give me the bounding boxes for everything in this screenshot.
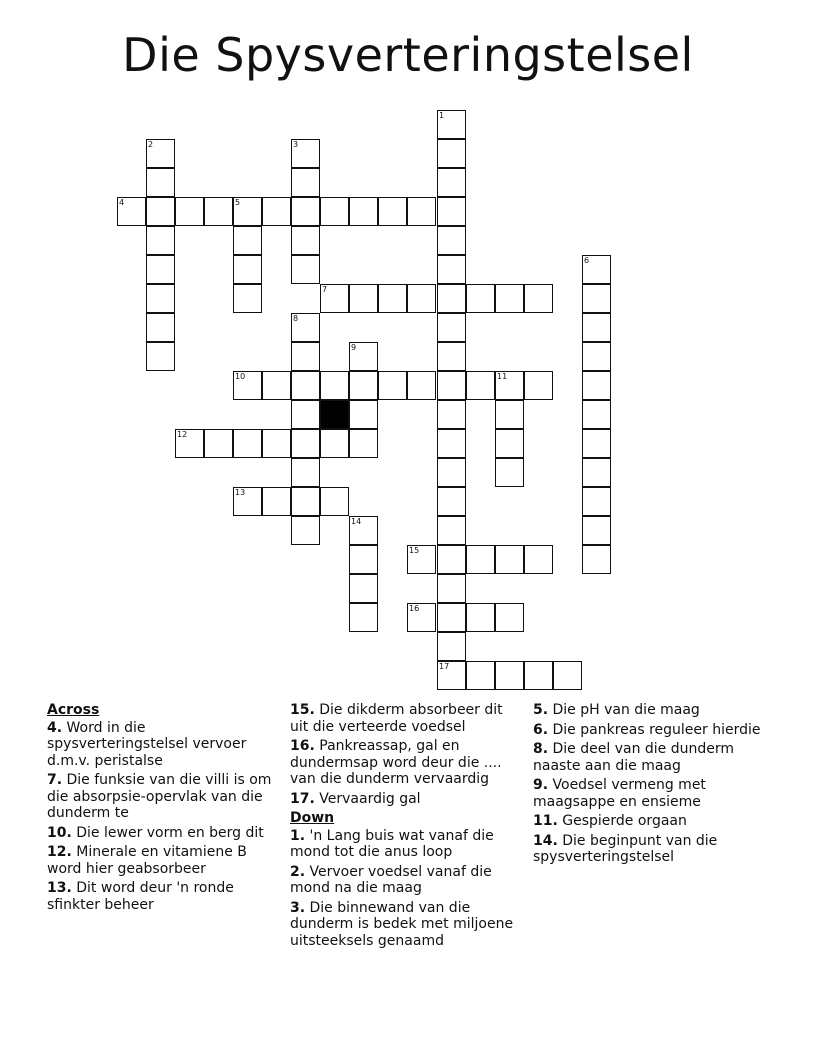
grid-cell[interactable] — [233, 226, 262, 255]
grid-cell[interactable] — [407, 371, 436, 400]
grid-cell[interactable] — [437, 197, 466, 226]
grid-cell[interactable] — [175, 197, 204, 226]
clue-text: Pankreassap, gal en dundermsap word deur die .... van die dunderm vervaardig — [290, 738, 502, 787]
grid-cell[interactable] — [582, 516, 611, 545]
cell-number: 2 — [148, 140, 154, 149]
clue-item — [533, 702, 773, 719]
cell-number: 12 — [177, 430, 188, 439]
clue-text: Die lewer vorm en berg dit — [71, 824, 264, 841]
grid-cell[interactable] — [407, 284, 436, 313]
clues-column-1 — [47, 702, 279, 916]
grid-cell[interactable] — [437, 574, 466, 603]
grid-cell[interactable] — [378, 197, 407, 226]
grid-cell[interactable] — [233, 284, 262, 313]
clue-item — [533, 722, 773, 739]
clue-text: Word in die spysverteringstelsel vervoer d.m.v. peristalse — [47, 719, 247, 769]
grid-cell[interactable] — [582, 342, 611, 371]
clue-text: Die funksie van die villi is om die absorpsie-opervlak van die dunderm te — [47, 772, 272, 821]
grid-cell[interactable] — [466, 371, 495, 400]
grid-cell[interactable] — [582, 545, 611, 574]
page-title: Die Spysverteringstelsel — [122, 28, 694, 82]
grid-cell[interactable] — [437, 139, 466, 168]
grid-cell[interactable] — [407, 197, 436, 226]
clue-item — [533, 741, 773, 774]
grid-cell[interactable] — [437, 632, 466, 661]
grid-cell[interactable] — [349, 284, 378, 313]
clue-item — [290, 900, 522, 950]
cell-number: 5 — [235, 198, 241, 207]
grid-cell[interactable] — [349, 545, 378, 574]
grid-cell[interactable] — [524, 284, 553, 313]
grid-cell[interactable] — [349, 574, 378, 603]
clue-number: 17. — [290, 790, 315, 807]
grid-cell[interactable] — [495, 661, 524, 690]
grid-cell[interactable] — [349, 400, 378, 429]
clue-item — [47, 880, 279, 913]
clues-column-3 — [533, 702, 773, 869]
grid-cell[interactable] — [291, 371, 320, 400]
grid-cell[interactable] — [437, 371, 466, 400]
clue-text: Dit word deur 'n ronde sfinkter beheer — [47, 880, 234, 913]
cell-number: 13 — [235, 488, 246, 497]
grid-cell[interactable] — [582, 429, 611, 458]
grid-cell[interactable] — [291, 226, 320, 255]
grid-cell[interactable] — [437, 429, 466, 458]
cell-number: 15 — [409, 546, 420, 555]
clue-item — [290, 738, 522, 788]
grid-cell[interactable] — [291, 342, 320, 371]
grid-cell[interactable] — [291, 458, 320, 487]
grid-cell[interactable] — [349, 197, 378, 226]
clue-number: 1. — [290, 827, 306, 844]
clue-number: 11. — [533, 813, 558, 829]
cell-number: 3 — [293, 140, 299, 149]
clue-item — [533, 813, 773, 830]
clue-text: Voedsel vermeng met maagsappe en ensieme — [533, 777, 706, 810]
clue-number: 9. — [533, 777, 549, 793]
grid-cell[interactable] — [320, 429, 349, 458]
grid-cell[interactable] — [582, 487, 611, 516]
grid-cell[interactable] — [291, 516, 320, 545]
clue-item — [47, 772, 279, 822]
clue-item — [47, 844, 279, 877]
grid-cell[interactable] — [291, 255, 320, 284]
grid-cell[interactable] — [146, 342, 175, 371]
grid-cell[interactable] — [582, 371, 611, 400]
grid-cell[interactable] — [495, 458, 524, 487]
clue-number: 13. — [47, 880, 72, 896]
cell-number: 7 — [322, 285, 328, 294]
grid-cell[interactable] — [378, 284, 407, 313]
grid-cell[interactable] — [262, 487, 291, 516]
grid-cell[interactable] — [437, 313, 466, 342]
clue-number: 16. — [290, 738, 315, 754]
grid-cell[interactable] — [437, 284, 466, 313]
grid-cell[interactable] — [524, 545, 553, 574]
grid-cell[interactable] — [320, 487, 349, 516]
clue-text: Die deel van die dunderm naaste aan die maag — [533, 741, 735, 774]
grid-cell[interactable] — [233, 429, 262, 458]
grid-cell[interactable] — [437, 545, 466, 574]
clue-item — [290, 828, 522, 861]
grid-cell[interactable] — [204, 429, 233, 458]
clue-number: 8. — [533, 741, 549, 757]
grid-cell[interactable] — [291, 429, 320, 458]
clue-text: Vervaardig gal — [314, 790, 421, 807]
clue-item — [290, 791, 522, 808]
clue-text: Die pankreas reguleer hierdie — [548, 721, 761, 738]
clues-column-2 — [290, 702, 522, 952]
clue-item — [533, 777, 773, 810]
clue-item — [47, 720, 279, 770]
grid-cell[interactable] — [204, 197, 233, 226]
down-clue-list — [533, 702, 773, 866]
grid-cell[interactable] — [582, 400, 611, 429]
across-clue-list — [47, 720, 279, 914]
grid-cell[interactable] — [495, 603, 524, 632]
clue-number: 14. — [533, 832, 558, 849]
cell-number: 1 — [439, 111, 445, 120]
grid-cell[interactable] — [524, 371, 553, 400]
clue-text: Die dikderm absorbeer dit uit die verteerde voedsel — [290, 702, 503, 735]
grid-cell[interactable] — [349, 603, 378, 632]
across-heading: Across — [47, 702, 100, 718]
cell-number: 16 — [409, 604, 420, 613]
grid-cell[interactable] — [262, 371, 291, 400]
grid-cell[interactable] — [320, 371, 349, 400]
cell-number: 17 — [439, 662, 450, 671]
clue-item — [290, 864, 522, 897]
cell-number: 14 — [351, 517, 362, 526]
grid-cell[interactable] — [437, 458, 466, 487]
down-clue-list — [290, 828, 522, 950]
grid-cell[interactable] — [495, 545, 524, 574]
cell-number: 4 — [119, 198, 125, 207]
grid-cell[interactable] — [146, 226, 175, 255]
clue-number: 2. — [290, 863, 306, 880]
grid-cell[interactable] — [233, 255, 262, 284]
clue-text: Gespierde orgaan — [557, 813, 687, 829]
grid-cell[interactable] — [146, 255, 175, 284]
grid-cell[interactable] — [146, 313, 175, 342]
down-heading: Down — [290, 810, 335, 826]
clue-text: Vervoer voedsel vanaf die mond na die maag — [290, 863, 492, 896]
grid-cell[interactable] — [291, 168, 320, 197]
grid-cell[interactable] — [146, 197, 175, 226]
grid-cell[interactable] — [437, 400, 466, 429]
grid-cell[interactable] — [320, 197, 349, 226]
cell-number: 9 — [351, 343, 357, 352]
clue-text: Die beginpunt van die spysverteringstelsel — [533, 832, 718, 865]
grid-cell[interactable] — [378, 371, 407, 400]
clue-item — [533, 833, 773, 866]
clue-number: 5. — [533, 702, 549, 718]
grid-cell[interactable] — [582, 458, 611, 487]
black-cell — [320, 400, 349, 429]
clue-number: 12. — [47, 844, 72, 860]
grid-cell[interactable] — [437, 487, 466, 516]
clue-number: 6. — [533, 721, 549, 738]
grid-cell[interactable] — [262, 197, 291, 226]
grid-cell[interactable] — [582, 313, 611, 342]
grid-cell[interactable] — [495, 400, 524, 429]
grid-cell[interactable] — [582, 284, 611, 313]
grid-cell[interactable] — [466, 545, 495, 574]
grid-cell[interactable] — [495, 429, 524, 458]
grid-cell[interactable] — [466, 603, 495, 632]
grid-cell[interactable] — [466, 284, 495, 313]
grid-cell[interactable] — [262, 429, 291, 458]
cell-number: 10 — [235, 372, 246, 381]
grid-cell[interactable] — [437, 255, 466, 284]
grid-cell[interactable] — [437, 603, 466, 632]
clue-text: Die binnewand van die dunderm is bedek met miljoene uitsteeksels genaamd — [290, 899, 514, 949]
grid-cell[interactable] — [437, 226, 466, 255]
grid-cell[interactable] — [437, 516, 466, 545]
grid-cell[interactable] — [291, 487, 320, 516]
cell-number: 11 — [497, 372, 508, 381]
grid-cell[interactable] — [146, 284, 175, 313]
grid-cell[interactable] — [466, 661, 495, 690]
grid-cell[interactable] — [553, 661, 582, 690]
clue-number: 15. — [290, 702, 315, 718]
grid-cell[interactable] — [437, 342, 466, 371]
clue-number: 10. — [47, 824, 72, 841]
cell-number: 6 — [584, 256, 590, 265]
grid-cell[interactable] — [291, 400, 320, 429]
clue-item — [290, 702, 522, 735]
grid-cell[interactable] — [349, 371, 378, 400]
cell-number: 8 — [293, 314, 299, 323]
grid-cell[interactable] — [349, 429, 378, 458]
clue-text: 'n Lang buis wat vanaf die mond tot die anus loop — [290, 827, 494, 860]
clue-number: 7. — [47, 772, 63, 788]
grid-cell[interactable] — [146, 168, 175, 197]
clue-number: 3. — [290, 899, 306, 916]
grid-cell[interactable] — [495, 284, 524, 313]
clue-number: 4. — [47, 719, 63, 736]
grid-cell[interactable] — [437, 168, 466, 197]
across-clue-list — [290, 702, 522, 807]
grid-cell[interactable] — [291, 197, 320, 226]
clue-item — [47, 825, 279, 842]
grid-cell[interactable] — [524, 661, 553, 690]
clue-text: Minerale en vitamiene B word hier geabsorbeer — [47, 844, 247, 877]
clue-text: Die pH van die maag — [548, 702, 700, 718]
